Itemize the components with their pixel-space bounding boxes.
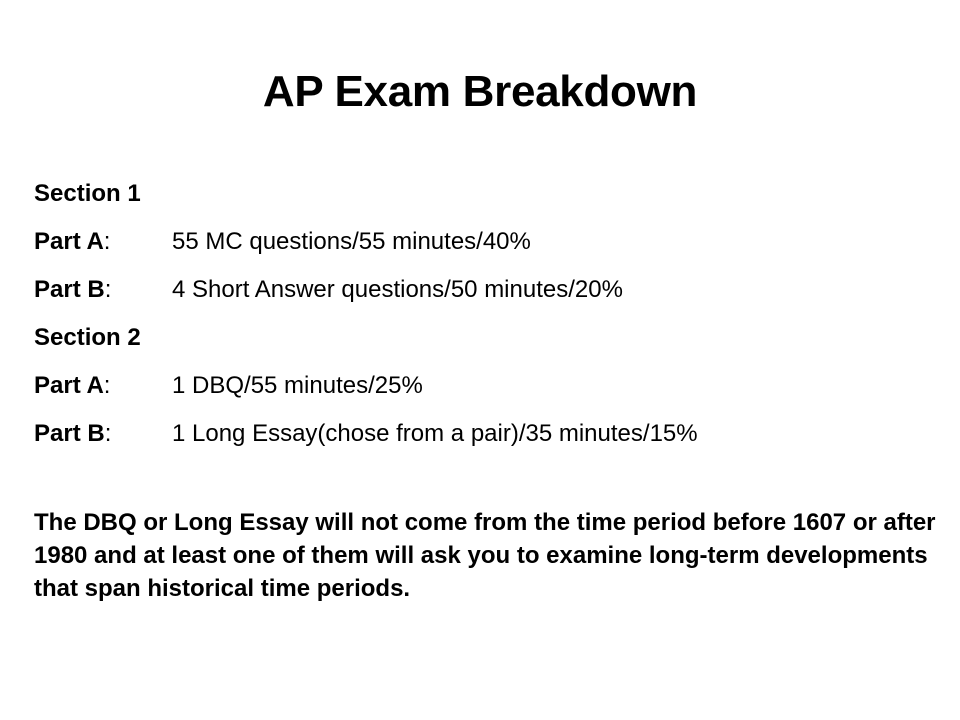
part-label: Part A xyxy=(34,228,104,255)
slide-body xyxy=(34,170,944,605)
section-2-heading: Section 2 xyxy=(34,324,141,351)
part-label-container xyxy=(34,410,172,458)
part-separator: : xyxy=(103,228,111,255)
part-label-container xyxy=(34,266,172,314)
part-label: Part B xyxy=(34,276,105,303)
part-separator: : xyxy=(103,372,111,399)
part-label-container xyxy=(34,362,172,410)
part-label: Part A xyxy=(34,372,104,399)
part-label-container xyxy=(34,218,172,266)
part-detail: 4 Short Answer questions/50 minutes/20% xyxy=(172,276,623,303)
section-1-heading: Section 1 xyxy=(34,180,141,207)
section-2-part-b xyxy=(34,410,944,458)
section-2-part-a xyxy=(34,362,944,410)
slide-title: AP Exam Breakdown xyxy=(262,67,698,116)
part-detail: 1 Long Essay(chose from a pair)/35 minutes/15% xyxy=(172,420,698,447)
exam-note: The DBQ or Long Essay will not come from the time period before 1607 or after 1980 and at least one of them will ask you to examine long-term developments that span historical time periods. xyxy=(34,509,936,602)
part-detail: 1 DBQ/55 minutes/25% xyxy=(172,372,423,399)
part-separator: : xyxy=(104,420,112,447)
section-1-part-a xyxy=(34,218,944,266)
part-detail: 55 MC questions/55 minutes/40% xyxy=(172,228,531,255)
part-separator: : xyxy=(104,276,112,303)
section-1-part-b xyxy=(34,266,944,314)
part-label: Part B xyxy=(34,420,105,447)
